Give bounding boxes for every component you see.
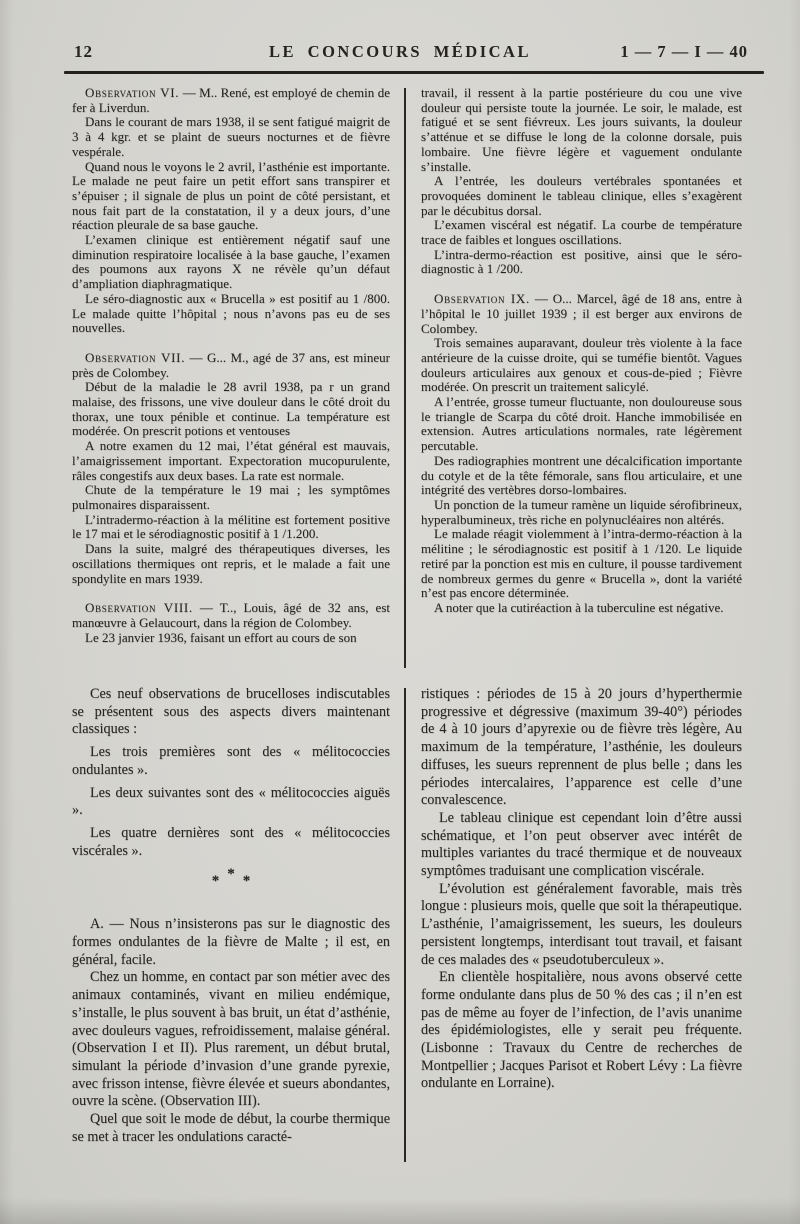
paragraph: Dans le courant de mars 1938, il se sent fatigué maigrit de 3 à 4 kgr. et se plaint de sueurs nocturnes et de fièvre vespérale. [72,114,390,159]
paragraph: L’examen viscéral est négatif. La courbe de température trace de faibles et longues oscillations. [421,217,742,248]
column-divider-top [404,88,406,668]
paragraph: Dans la suite, malgré des thérapeutiques diverses, les oscillations thermiques ont repris, et le malade a fait une spondylite en mars 1939. [72,541,390,586]
column-bottom-right [421,686,742,1184]
paragraph: Les deux suivantes sont des « mélitococcies aiguës ». [72,784,390,819]
paragraph: A l’entrée, grosse tumeur fluctuante, non douloureuse sous le triangle de Scarpa du côté droit. Hanche immobilisée en extension. Autres articulations normales, rate légèrement percutable. [421,394,742,454]
page-number: 12 [74,42,93,61]
paragraph: L’évolution est généralement favorable, mais très longue : plusieurs mois, quelle que soit la thérapeutique. L’asthénie, l’amaigrissement, les sueurs, les douleurs persistent longtemps, interdisant tout travail, et faisant de ces malades des « pseudotuberculeux ». [421,880,742,968]
paragraph: A noter que la cutiréaction à la tuberculine est négative. [434,599,724,615]
paragraph: Trois semaines auparavant, douleur très violente à la face antérieure de la cuisse droite, qui se tuméfie bientôt. Vagues douleurs articulaires aux genoux et cous-de-pied ; Fièvre modérée. On prescrit un traitement salicylé. [421,335,742,395]
header-rule [64,71,764,74]
column-bottom-left [72,686,390,1184]
journal-title: LE CONCOURS MÉDICAL [269,42,531,61]
paragraph: Le 23 janvier 1936, faisant un effort au cours de son [85,629,357,645]
paragraph: Un ponction de la tumeur ramène un liquide sérofibrineux, hyperalbumineux, très riche en polynucléaires non altérés. [421,496,742,527]
column-top-right [421,86,742,676]
observation-paragraph: Observation IX. — O... Marcel, âgé de 18 ans, entre à l’hôpital le 10 juillet 1939 ; il est berger aux environs de Colombey. [421,291,742,336]
observation-paragraph: Observation VII. — G... M., agé de 37 ans, est mineur près de Colombey. [72,349,390,380]
paragraph: En clientèle hospitalière, nous avons observé cette forme ondulante dans plus de 50 % des cas ; il n’en est pas de même au foyer de l’infection, de l’avis unanime des épidémiologistes, elle y serait peu fréquente. (Lisbonne : Travaux du Centre de recherches de Montpellier ; Jacques Parisot et Robert Lévy : La fièvre ondulante en Lorraine). [421,969,742,1092]
observation-label: Observation IX. [434,291,530,307]
paragraph: Les trois premières sont des « mélitococcies ondulantes ». [72,744,390,778]
paragraph: Les quatre dernières sont des « mélitococcies viscérales ». [72,824,390,859]
paragraph: Le séro-diagnostic aux « Brucella » est positif au 1 /800. Le malade quitte l’hôpital ; nous n’avons pas eu de ses nouvelles. [72,290,390,336]
paragraph: Le tableau clinique est cependant loin d’être aussi schématique, et l’on peut observer avec intérêt de multiples variantes du tracé thermique et de nouveaux symptômes traduisant une complication viscérale. [421,809,742,880]
paragraph: A. — Nous n’insisterons pas sur le diagnostic des formes ondulantes de la fièvre de Malte ; il est, en général, facile. [72,916,390,968]
column-divider-bottom [404,688,406,1162]
observation-paragraph: Observation VIII. — T.., Louis, âgé de 32 ans, est manœuvre à Gelaucourt, dans la région de Colombey. [72,600,390,630]
paragraph: Le malade réagit violemment à l’intra-dermo-réaction à la mélitine ; le sérodiagnostic est positif à 1 /120. Le liquide retiré par la ponction est mis en culture, il pousse tardivement de nombreux germes du genre « Brucella », dont la variété n’est pas encore déterminée. [421,526,742,601]
paragraph: Des radiographies montrent une décalcification importante du cotyle et de la tête fémorale, sans flou articulaire, et une intégrité des vertèbres dorso-lombaires. [421,452,742,498]
paragraph: travail, il ressent à la partie postérieure du cou une vive douleur qui persiste toute la journée. Le soir, le malade, est fatigué et se sent fiévreux. Les jours suivants, la douleur s’atténue et se diffuse le long de la colonne dorsale, puis lombaire. Une fièvre légère et vaguement ondulante s’installe. [421,86,742,174]
paragraph: L’intra-dermo-réaction est positive, ainsi que le séro-diagnostic à 1 /200. [421,246,742,277]
paragraph: ristiques : périodes de 15 à 20 jours d’hyperthermie progressive et dégressive (maximum 39-40°) périodes de 4 à 10 jours d’apyrexie ou de fièvre très légère, Au maximum de la température, l’asthénie, les douleurs diffuses, les sueurs reprennent de plus belle ; dans les périodes intercalaires, l’apparence est celle d’une convalescence. [421,686,742,809]
column-top-left [72,86,390,670]
observation-label: Observation VIII. [85,600,193,616]
paragraph: Chez un homme, en contact par son métier avec des animaux contaminés, vivant en milieu endémique, s’installe, le plus souvent à bas bruit, un état d’asthénie, avec douleurs vagues, refroidissement, malaise général. (Observation I et II). Plus rarement, un début brutal, simulant la période d’invasion d’une grande pyrexie, avec frisson intense, fièvre élevée et sueurs abondantes, ouvre la scène. (Observation III). [72,969,390,1110]
paragraph: A l’entrée, les douleurs vertébrales spontanées et provoquées dominent le tableau clinique, elles s’exagèrent par le décubitus dorsal. [421,173,742,218]
asterisk: * [211,873,220,890]
paragraph: L’examen clinique est entièrement négatif sauf une diminution respiratoire localisée à la base gauche, l’examen des poumons aux rayons X ne révèle qu’un défaut d’ampliation diaphragmatique. [72,232,390,292]
paragraph: A notre examen du 12 mai, l’état général est mauvais, l’amaigrissement important. Expectoration mucopurulente, râles congestifs aux deux bases. La rate est normale. [72,438,390,483]
paragraph: Ces neuf observations de brucelloses indiscutables se présentent sous des aspects divers maintenant classiques : [72,686,390,738]
observation-paragraph: Observation VI. — M.. René, est employé de chemin de fer à Liverdun. [72,86,390,115]
paragraph: Début de la maladie le 28 avril 1938, pa r un grand malaise, des frissons, une vive douleur dans le côté droit du thorax, une toux pénible et continue. La température est modérée. On prescrit potions et ventouses [72,379,390,439]
issue-code: 1 — 7 — I — 40 [620,42,748,61]
paragraph: Chute de la température le 19 mai ; les symptômes pulmonaires disparaissent. [72,482,390,512]
paragraph: Quel que soit le mode de début, la courbe thermique se met à tracer les ondulations caracté- [72,1111,390,1145]
section-separator [72,866,390,895]
asterisk: * [242,873,251,890]
observation-label: Observation VI. [85,86,180,100]
asterisk: * [227,866,235,883]
paragraph: Quand nous le voyons le 2 avril, l’asthénie est importante. Le malade ne peut faire un petit effort sans transpirer et s’épuiser ; il signale de plus un point de côté persistant, et nous fait part de la constatation, il y a deux jours, d’une réaction pleurale de sa base gauche. [72,158,390,233]
observation-label: Observation VII. [85,349,186,365]
paragraph: L’intradermo-réaction à la mélitine est fortement positive le 17 mai et le sérodiagnostic positif à 1 /1.200. [72,511,390,542]
